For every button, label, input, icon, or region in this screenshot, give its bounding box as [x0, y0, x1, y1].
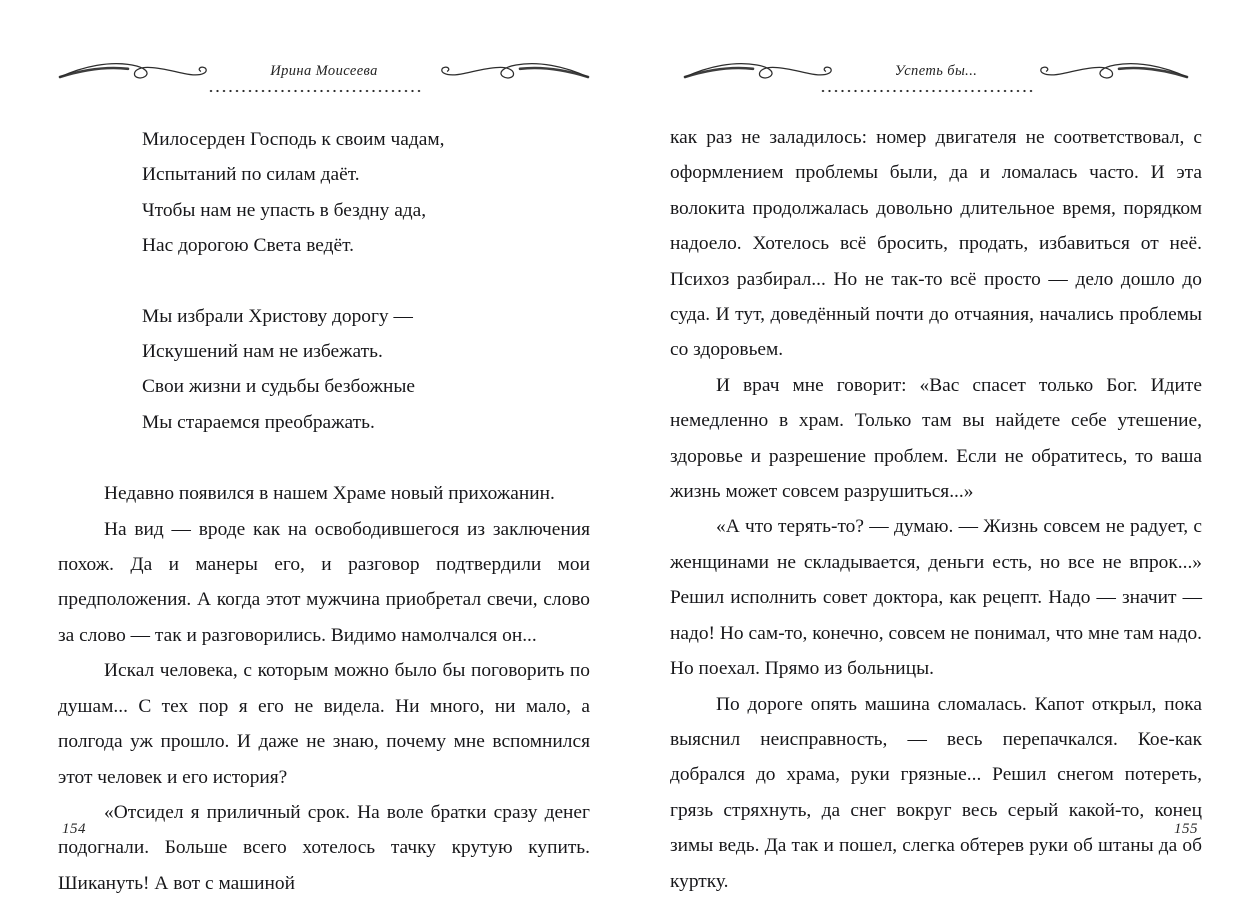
- paragraph: По дороге опять машина сломалась. Капот открыл, пока выяснил неисправность, — весь перепачкался. Кое-как добрался до храма, руки грязные... Решил снегом потереть, грязь стряхнуть, да снег вокруг весь серый какой-то, конец зимы ведь. Да так и пошел, слегка обтерев руки об штаны да об куртку.: [670, 693, 1202, 892]
- flourish-ornament-left-icon: [58, 56, 254, 86]
- left-running-head: [58, 56, 590, 116]
- left-running-head-title: Ирина Моисеева: [270, 62, 378, 79]
- flourish-ornament-right-icon: [993, 56, 1189, 86]
- poem-line: Милосерден Господь к своим чадам,: [142, 129, 445, 150]
- left-page: [0, 0, 630, 894]
- paragraph: На вид — вроде как на освободившегося из заключения похож. Да и манеры его, и разговор подтвердили мои предположения. А когда этот мужчина приобретал свечи, слово за слово — так и разговорились. Видимо намолчался он...: [58, 518, 590, 646]
- paragraph: «Отсидел я приличный срок. На воле братки сразу денег подогнали. Больше всего хотелось тачку крутую купить. Шикануть! А вот с машиной: [58, 801, 590, 894]
- flourish-ornament-left-icon: [683, 56, 879, 86]
- flourish-ornament-right-icon: [394, 56, 590, 86]
- header-dotted-rule: [818, 88, 1036, 94]
- right-running-head-title: Успеть бы...: [894, 62, 978, 79]
- poem-stanza: [142, 299, 590, 441]
- paragraph: как раз не заладилось: номер двигателя не соответствовал, с оформлением проблемы были, да и ломалась часто. И эта волокита продолжалась довольно длительное время, порядком надоело. Хотелось всё бросить, продать, избавиться от неё. Психоз разбирал... Но не так-то всё просто — дело дошло до суда. И тут, доведённый почти до отчаяния, начались проблемы со здоровьем.: [670, 127, 1202, 361]
- poem-line: Чтобы нам не упасть в бездну ада,: [142, 199, 427, 221]
- right-page-text: [670, 120, 1202, 899]
- poem-line: Испытаний по силам даёт.: [142, 164, 360, 186]
- poem-line: Мы избрали Христову дорогу —: [142, 305, 413, 327]
- poem: [142, 122, 590, 440]
- paragraph: Искал человека, с которым можно было бы поговорить по душам... С тех пор я его не видела. Ни много, ни мало, а полгода уж прошло. И даже не знаю, почему мне вспомнился этот человек и его история?: [58, 660, 590, 788]
- paragraph: И врач мне говорит: «Вас спасет только Бог. Идите немедленно в храм. Только там вы найдете себе утешение, здоровье и разрешение проблем. Если не обратитесь, то ваша жизнь может совсем разрушиться...»: [670, 374, 1202, 503]
- right-page: [630, 0, 1260, 892]
- left-page-text: [58, 122, 590, 901]
- poem-line: Мы стараемся преображать.: [142, 411, 375, 433]
- poem-line: Нас дорогою Света ведёт.: [142, 235, 354, 257]
- paragraph: Недавно появился в нашем Храме новый прихожанин.: [104, 483, 555, 505]
- page-number-right: 155: [1174, 821, 1198, 837]
- poem-stanza: [142, 122, 590, 264]
- page-number-left: 154: [62, 821, 86, 837]
- poem-line: Свои жизни и судьбы безбожные: [142, 376, 416, 398]
- paragraph: «А что терять-то? — думаю. — Жизнь совсем не радует, с женщинами не складывается, деньги есть, но все не впрок...» Решил исполнить совет доктора, как рецепт. Надо — значит — надо! Но сам-то, конечно, совсем не понимал, что мне там надо. Но поехал. Прямо из больницы.: [670, 516, 1202, 680]
- poem-line: Искушений нам не избежать.: [142, 341, 383, 363]
- header-dotted-rule: [206, 88, 424, 94]
- right-running-head: [670, 56, 1202, 116]
